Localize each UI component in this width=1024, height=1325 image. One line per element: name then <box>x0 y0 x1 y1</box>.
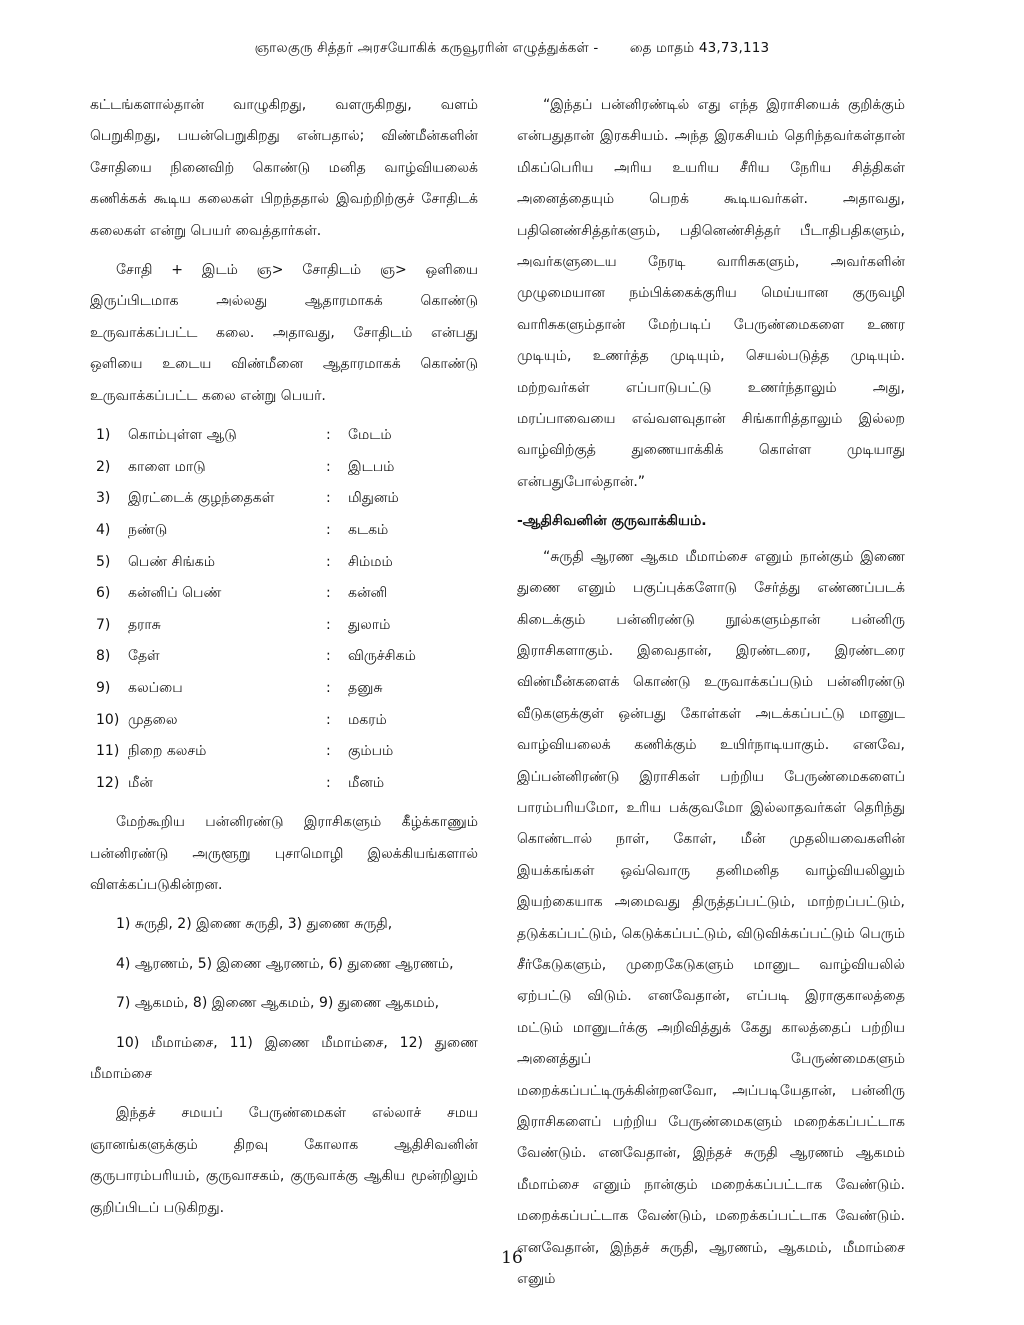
left-paragraph-4: 1) சுருதி, 2) இணை சுருதி, 3) துணை சுருதி, <box>116 916 393 933</box>
left-paragraph-8: இந்தச் சமயப் பேருண்மைகள் எல்லாச் சமய ஞானங்களுக்கும் திறவு கோலாக ஆதிசிவனின் குருபாரம்பரியம், குருவாசகம், குருவாக்கு ஆகிய மூன்றிலும் குறிப்பிடப் படுகிறது. <box>90 1105 478 1216</box>
rasi-item-symbol: நண்டு <box>128 521 168 538</box>
rasi-item-symbol: முதலை <box>128 711 178 728</box>
rasi-item-separator: : <box>326 490 331 507</box>
rasi-item-symbol: கொம்புள்ள ஆடு <box>128 427 237 444</box>
rasi-item-separator: : <box>326 679 331 696</box>
rasi-list-item <box>90 578 478 610</box>
rasi-item-separator: : <box>326 427 331 444</box>
rasi-item-name: சிம்மம் <box>348 553 393 570</box>
rasi-item-symbol: இரட்டைக் குழந்தைகள் <box>128 490 275 507</box>
page-number: 16 <box>501 1248 523 1268</box>
header-title: ஞாலகுரு சித்தர் அரசயோகிக் கருவூரரின் எழுத்துக்கள் - <box>254 40 599 56</box>
rasi-item-number: 12) <box>96 774 120 791</box>
rasi-item-separator: : <box>326 553 331 570</box>
rasi-item-separator: : <box>326 616 331 633</box>
rasi-item-symbol: நிறை கலசம் <box>128 743 207 760</box>
rasi-item-number: 8) <box>96 648 111 665</box>
rasi-item-number: 3) <box>96 490 111 507</box>
rasi-item-name: துலாம் <box>348 616 391 633</box>
rasi-item-number: 10) <box>96 711 120 728</box>
left-paragraph-6: 7) ஆகமம், 8) இணை ஆகமம், 9) துணை ஆகமம், <box>116 995 440 1012</box>
rasi-item-symbol: காளை மாடு <box>128 458 206 475</box>
rasi-list-item <box>90 483 478 515</box>
rasi-item-number: 6) <box>96 585 111 602</box>
rasi-item-number: 5) <box>96 553 111 570</box>
left-paragraph-3: மேற்கூறிய பன்னிரண்டு இராசிகளும் கீழ்க்காணும் பன்னிரண்டு அருளூறு புசாமொழி இலக்கியங்களால் விளக்கப்படுகின்றன. <box>90 814 478 893</box>
rasi-item-separator: : <box>326 458 331 475</box>
rasi-item-name: இடபம் <box>348 458 395 475</box>
rasi-list <box>90 420 478 799</box>
right-paragraph-1: “இந்தப் பன்னிரண்டில் எது எந்த இராசியைக் குறிக்கும் என்பதுதான் இரகசியம். அந்த இரகசியம் தெரிந்தவர்கள்தான் மிகப்பெரிய அரிய உயரிய சீரிய நேரிய சித்திகள் அனைத்தையும் பெறக் கூடியவர்கள். அதாவது, பதினெண்சித்தர்களும், பதினெண்சித்தர் பீடாதிபதிகளும், அவர்களுடைய நேரடி வாரிசுகளும், அவர்களின் முழுமையான நம்பிக்கைக்குரிய மெய்யான குருவழி வாரிசுகளும்தான் மேற்படிப் பேருண்மைகளை உணர முடியும், உணர்த்த முடியும், செயல்படுத்த முடியும். மற்றவர்கள் எப்பாடுபட்டு உணர்ந்தாலும் அது, மரப்பாவையை எவ்வளவுதான் சிங்காரித்தாலும் இல்லற வாழ்விற்குத் துணையாக்கிக் கொள்ள முடியாது என்பதுபோல்தான்.” <box>517 97 905 490</box>
rasi-item-number: 2) <box>96 458 111 475</box>
rasi-item-name: மிதுனம் <box>348 490 399 507</box>
rasi-item-number: 9) <box>96 679 111 696</box>
rasi-item-symbol: தராசு <box>128 616 161 633</box>
rasi-item-symbol: மீன் <box>128 774 153 791</box>
rasi-item-name: கடகம் <box>348 521 389 538</box>
rasi-item-number: 11) <box>96 743 120 760</box>
rasi-list-item <box>90 768 478 800</box>
running-header <box>0 40 1024 58</box>
rasi-list-item <box>90 420 478 452</box>
rasi-item-separator: : <box>326 521 331 538</box>
rasi-item-separator: : <box>326 743 331 760</box>
rasi-item-name: மேடம் <box>348 427 392 444</box>
rasi-item-name: கன்னி <box>348 585 388 602</box>
rasi-item-separator: : <box>326 774 331 791</box>
rasi-item-name: மீனம் <box>348 774 385 791</box>
left-paragraph-7: 10) மீமாம்சை, 11) இணை மீமாம்சை, 12) துணை மீமாம்சை <box>90 1034 478 1083</box>
rasi-list-item <box>90 515 478 547</box>
rasi-item-name: தனுசு <box>348 679 383 696</box>
rasi-item-name: விருச்சிகம் <box>348 648 416 665</box>
right-column <box>517 90 905 1303</box>
rasi-list-item <box>90 673 478 705</box>
rasi-item-symbol: பெண் சிங்கம் <box>128 553 216 570</box>
left-paragraph-1: கட்டங்களால்தான் வாழுகிறது, வளருகிறது, வளம் பெறுகிறது, பயன்பெறுகிறது என்பதால்; விண்மீன்களின் சோதியை நினைவிற் கொண்டு மனித வாழ்வியலைக் கணிக்கக் கூடிய கலைகள் பிறந்ததால் இவற்றிற்குச் சோதிடக் கலைகள் என்று பெயர் வைத்தார்கள். <box>90 97 478 239</box>
rasi-item-symbol: கன்னிப் பெண் <box>128 585 222 602</box>
left-column <box>90 90 478 1232</box>
rasi-item-number: 7) <box>96 616 111 633</box>
rasi-item-separator: : <box>326 585 331 602</box>
rasi-list-item <box>90 546 478 578</box>
rasi-item-separator: : <box>326 711 331 728</box>
rasi-list-item <box>90 452 478 484</box>
quote-attribution: -ஆதிசிவனின் குருவாக்கியம். <box>517 513 707 530</box>
rasi-item-separator: : <box>326 648 331 665</box>
rasi-item-symbol: கலப்பை <box>128 679 183 696</box>
rasi-item-number: 4) <box>96 521 111 538</box>
rasi-list-item <box>90 610 478 642</box>
rasi-item-number: 1) <box>96 427 111 444</box>
rasi-list-item <box>90 704 478 736</box>
rasi-item-symbol: தேள் <box>128 648 160 665</box>
rasi-item-name: கும்பம் <box>348 743 394 760</box>
rasi-item-name: மகரம் <box>348 711 387 728</box>
rasi-list-item <box>90 641 478 673</box>
left-paragraph-2: சோதி + இடம் ஞ> சோதிடம் ஞ> ஒளியை இருப்பிடமாக அல்லது ஆதாரமாகக் கொண்டு உருவாக்கப்பட்ட கலை. அதாவது, சோதிடம் என்பது ஒளியை உடைய விண்மீனை ஆதாரமாகக் கொண்டு உருவாக்கப்பட்ட கலை என்று பெயர். <box>90 262 478 404</box>
right-paragraph-2: “சுருதி ஆரண ஆகம மீமாம்சை எனும் நான்கும் இணை துணை எனும் பகுப்புக்களோடு சேர்த்து எண்ணப்படக் கிடைக்கும் பன்னிரண்டு நூல்களும்தான் பன்னிரு இராசிகளாகும். இவைதான், இரண்டரை, இரண்டரை விண்மீன்களைக் கொண்டு உருவாக்கப்படும் பன்னிரண்டு வீடுகளுக்குள் ஒன்பது கோள்கள் அடக்கப்பட்டு மானுட வாழ்வியலைக் கணிக்கும் உயிர்நாடியாகும். எனவே, இப்பன்னிரண்டு இராசிகள் பற்றிய பேருண்மைகளைப் பாரம்பரியமோ, உரிய பக்குவமோ இல்லாதவர்கள் தெரிந்து கொண்டால் நாள், கோள், மீன் முதலியவைகளின் இயக்கங்கள் ஒவ்வொரு தனிமனித வாழ்வியலிலும் இயற்கையாக அமைவது திருத்தப்பட்டும், மாற்றப்பட்டும், தடுக்கப்பட்டும், கெடுக்கப்பட்டும், விடுவிக்கப்பட்டும் பெரும் சீர்கேடுகளும், முறைகேடுகளும் மானுட வாழ்வியலில் ஏற்பட்டு விடும். எனவேதான், எப்படி இராகுகாலத்தை மட்டும் மானுடர்க்கு அறிவித்துக் கேது காலத்தைப் பற்றிய அனைத்துப் பேருண்மைகளும் மறைக்கப்பட்டிருக்கின்றனவோ, அப்படியேதான், பன்னிரு இராசிகளைப் பற்றிய பேருண்மைகளும் மறைக்கப்பட்டாக வேண்டும். எனவேதான், இந்தச் சுருதி ஆரணம் ஆகமம் மீமாம்சை எனும் நான்கும் மறைக்கப்பட்டாக வேண்டும். மறைக்கப்பட்டாக வேண்டும், மறைக்கப்பட்டாக வேண்டும். எனவேதான், இந்தச் சுருதி, ஆரணம், ஆகமம், மீமாம்சை எனும் <box>517 548 905 1288</box>
left-paragraph-5: 4) ஆரணம், 5) இணை ஆரணம், 6) துணை ஆரணம், <box>116 955 454 972</box>
header-issue: தை மாதம் 43,73,113 <box>629 40 770 56</box>
rasi-list-item <box>90 736 478 768</box>
